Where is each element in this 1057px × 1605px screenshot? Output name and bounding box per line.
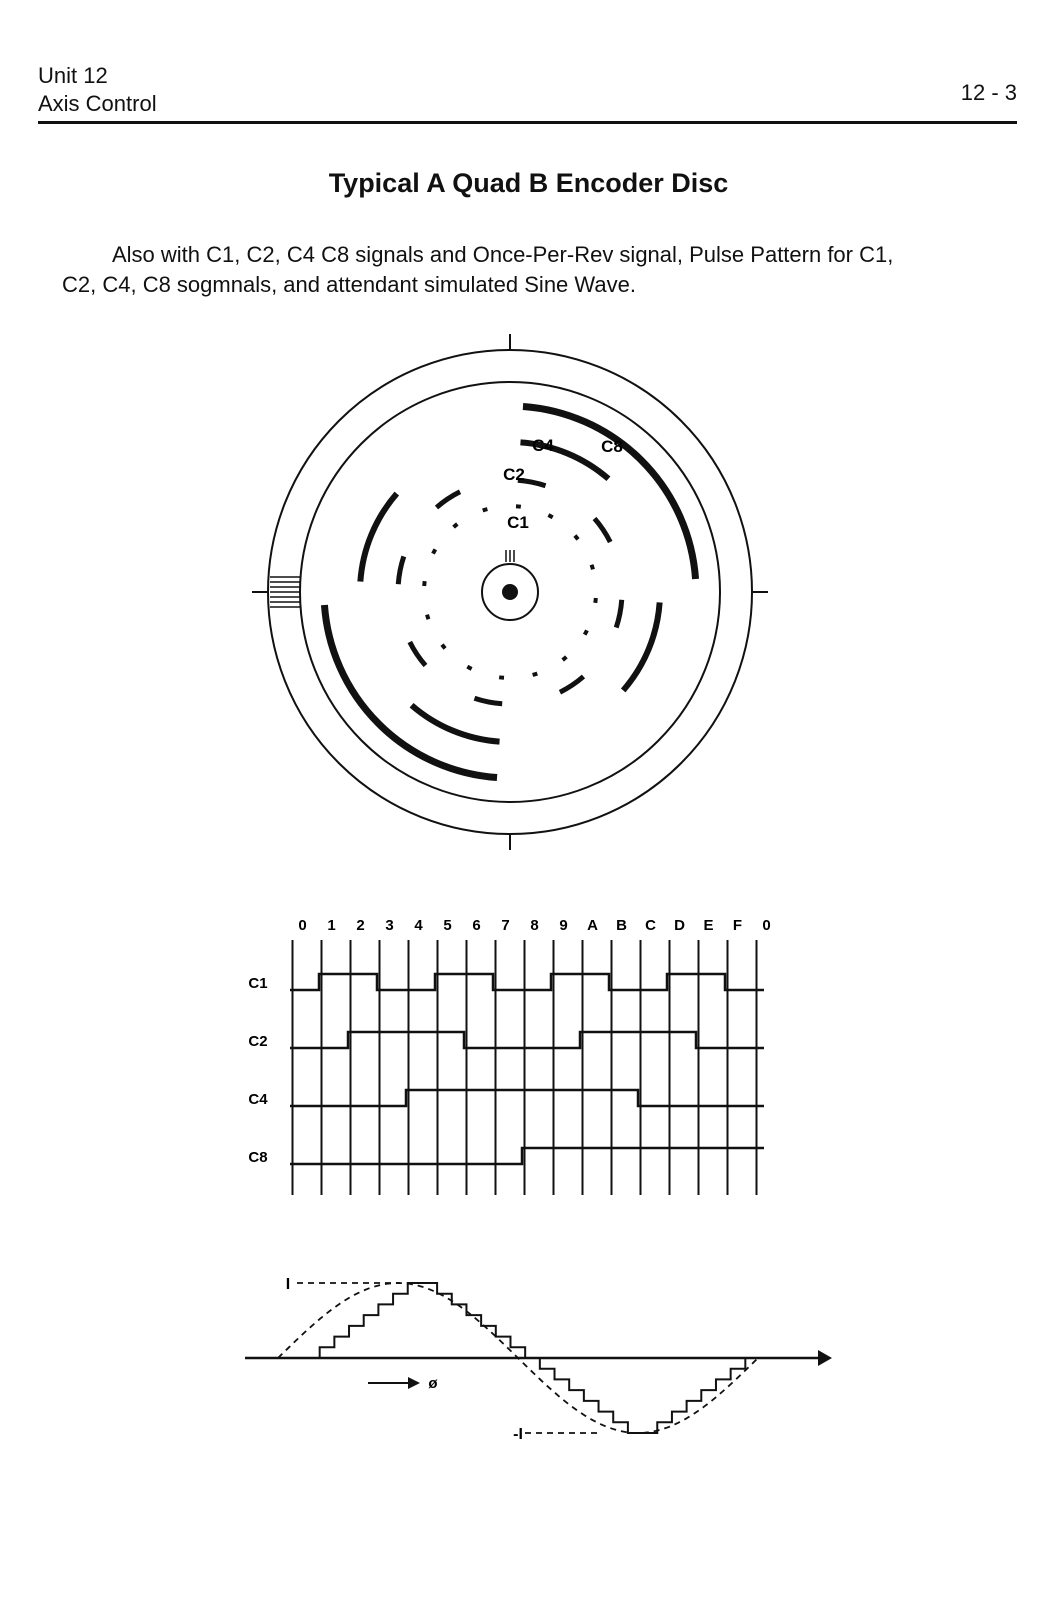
signal-label-c1: C1	[248, 975, 268, 992]
page-number: 12 - 3	[960, 80, 1017, 105]
c1-track-segment	[433, 549, 435, 553]
position-label: A	[587, 917, 598, 934]
signal-trace-c8	[290, 1148, 764, 1164]
c1-track-segment	[483, 509, 488, 510]
c2-track-segment	[560, 677, 584, 693]
section-label: Axis Control	[38, 91, 157, 116]
c2-track-segment	[595, 519, 611, 543]
position-label: 4	[414, 917, 423, 934]
position-label: 0	[298, 917, 307, 934]
position-label: 7	[501, 917, 510, 934]
page-title: Typical A Quad B Encoder Disc	[328, 168, 729, 198]
position-label: 6	[472, 917, 481, 934]
position-label: 0	[762, 917, 771, 934]
unit-label: Unit 12	[38, 63, 108, 88]
position-label: F	[732, 917, 743, 934]
track-label-c4: C4	[532, 436, 554, 455]
c1-track-segment	[467, 667, 471, 669]
position-label: 8	[530, 917, 539, 934]
simulated-sine-wave	[245, 1276, 832, 1443]
position-label: 5	[443, 917, 452, 934]
peak-label: I	[285, 1276, 291, 1293]
c1-track-segment	[563, 657, 567, 660]
pulse-pattern-diagram	[248, 917, 770, 1195]
position-label: 2	[356, 917, 365, 934]
description-line-2: C2, C4, C8 sogmnals, and attendant simulated Sine Wave.	[62, 272, 636, 297]
trough-label: -I	[513, 1426, 523, 1443]
encoder-disc	[252, 334, 768, 850]
c1-track-segment	[427, 615, 428, 620]
c1-track-segment	[548, 515, 552, 517]
position-label: B	[616, 917, 627, 934]
position-label: 1	[327, 917, 336, 934]
position-label: C	[645, 917, 656, 934]
signal-label-c4: C4	[248, 1091, 268, 1108]
hub-center	[502, 584, 518, 600]
track-label-c2: C2	[503, 465, 525, 484]
c2-track-segment	[398, 556, 404, 584]
c2-track-segment	[474, 698, 502, 704]
c8-track-segment	[324, 605, 497, 778]
phase-label: ø	[428, 1375, 438, 1392]
signal-trace-c1	[290, 974, 764, 990]
signal-trace-c2	[290, 1032, 764, 1048]
c2-track-segment	[616, 600, 622, 628]
x-axis-arrowhead	[818, 1350, 832, 1366]
track-label-c1: C1	[507, 513, 529, 532]
position-label: 3	[385, 917, 394, 934]
c1-track-segment	[533, 674, 538, 675]
position-label: E	[703, 917, 714, 934]
c2-track-segment	[437, 492, 461, 508]
c2-track-segment	[410, 642, 426, 666]
phase-arrowhead	[408, 1377, 420, 1389]
c4-track-segment	[623, 602, 659, 690]
c4-track-segment	[412, 705, 500, 741]
signal-trace-c4	[290, 1090, 764, 1106]
track-label-c8: C8	[601, 437, 623, 456]
c1-track-segment	[592, 565, 593, 570]
c1-track-segment	[454, 524, 458, 527]
c1-track-segment	[575, 536, 578, 540]
signal-label-c2: C2	[248, 1033, 268, 1050]
c1-track-segment	[585, 630, 587, 634]
position-label: D	[674, 917, 685, 934]
c4-track-segment	[360, 494, 396, 582]
c1-track-segment	[442, 645, 445, 649]
position-label: 9	[559, 917, 568, 934]
description-line-1: Also with C1, C2, C4 C8 signals and Once-Per-Rev signal, Pulse Pattern for C1,	[112, 242, 894, 267]
c8-track-segment	[523, 406, 696, 579]
signal-label-c8: C8	[248, 1149, 268, 1166]
